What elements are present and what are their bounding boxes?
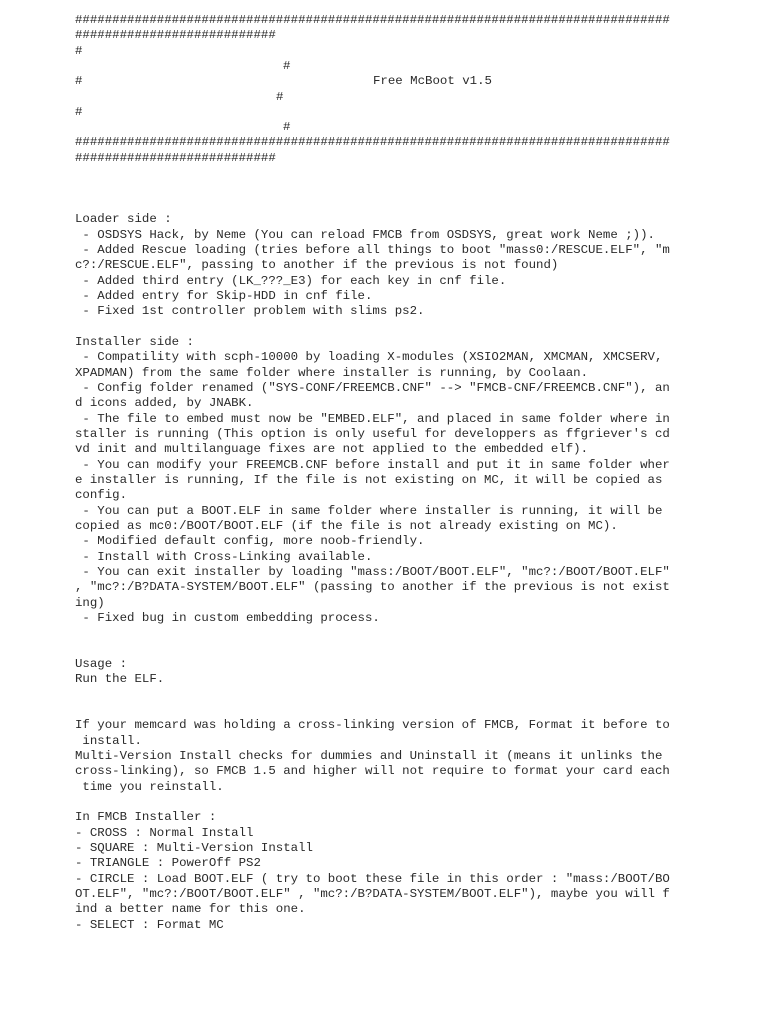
text-line: Run the ELF. <box>75 672 165 686</box>
header-hash: # <box>75 105 83 119</box>
text-line: - Added Rescue loading (tries before all things to boot "mass0:/RESCUE.ELF", "m <box>75 243 670 257</box>
header-hash: # <box>276 90 284 104</box>
text-line: XPADMAN) from the same folder where installer is running, by Coolaan. <box>75 366 589 380</box>
text-line: - You can put a BOOT.ELF in same folder where installer is running, it will be <box>75 504 663 518</box>
text-line: - SELECT : Format MC <box>75 918 224 932</box>
text-line: - TRIANGLE : PowerOff PS2 <box>75 856 261 870</box>
text-line: config. <box>75 488 128 502</box>
text-line: , "mc?:/B?DATA-SYSTEM/BOOT.ELF" (passing to another if the previous is not exist <box>75 580 670 594</box>
text-line: - Modified default config, more noob-friendly. <box>75 534 425 548</box>
text-line: - OSDSYS Hack, by Neme (You can reload FMCB from OSDSYS, great work Neme ;)). <box>75 228 655 242</box>
text-line: staller is running (This option is only useful for developpers as ffgriever's cd <box>75 427 670 441</box>
text-line: - CROSS : Normal Install <box>75 826 254 840</box>
text-line: d icons added, by JNABK. <box>75 396 254 410</box>
header-hash: # <box>283 120 291 134</box>
text-line: - You can exit installer by loading "mass:/BOOT/BOOT.ELF", "mc?:/BOOT/BOOT.ELF" <box>75 565 670 579</box>
text-line: e installer is running, If the file is not existing on MC, it will be copied as <box>75 473 663 487</box>
text-line: copied as mc0:/BOOT/BOOT.ELF (if the file is not already existing on MC). <box>75 519 618 533</box>
header-border-top: ################################################################################ <box>75 13 670 27</box>
document-title: Free McBoot v1.5 <box>373 74 492 88</box>
text-line: - The file to embed must now be "EMBED.ELF", and placed in same folder where in <box>75 412 670 426</box>
text-line: - Fixed bug in custom embedding process. <box>75 611 380 625</box>
text-line: - Fixed 1st controller problem with slims ps2. <box>75 304 425 318</box>
text-line: - Added entry for Skip-HDD in cnf file. <box>75 289 373 303</box>
text-line: time you reinstall. <box>75 780 224 794</box>
section-heading-fmcb-installer: In FMCB Installer : <box>75 810 217 824</box>
text-line: - You can modify your FREEMCB.CNF before install and put it in same folder wher <box>75 458 670 472</box>
text-line: - CIRCLE : Load BOOT.ELF ( try to boot these file in this order : "mass:/BOOT/BO <box>75 872 670 886</box>
section-heading-usage: Usage : <box>75 657 128 671</box>
text-line: If your memcard was holding a cross-linking version of FMCB, Format it before to <box>75 718 670 732</box>
text-line: - SQUARE : Multi-Version Install <box>75 841 313 855</box>
text-line: - Compatility with scph-10000 by loading X-modules (XSIO2MAN, XMCMAN, XMCSERV, <box>75 350 663 364</box>
text-line: c?:/RESCUE.ELF", passing to another if the previous is not found) <box>75 258 559 272</box>
header-hash: # <box>75 44 83 58</box>
header-border-bottom-wrap: ########################### <box>75 151 276 165</box>
section-heading-loader: Loader side : <box>75 212 172 226</box>
text-line: OT.ELF", "mc?:/BOOT/BOOT.ELF" , "mc?:/B?DATA-SYSTEM/BOOT.ELF"), maybe you will f <box>75 887 670 901</box>
header-hash: # <box>75 74 83 88</box>
section-heading-installer: Installer side : <box>75 335 194 349</box>
text-line: - Added third entry (LK_???_E3) for each key in cnf file. <box>75 274 507 288</box>
text-line: - Install with Cross-Linking available. <box>75 550 373 564</box>
header-border-bottom: ################################################################################ <box>75 135 670 149</box>
text-line: install. <box>75 734 142 748</box>
text-line: - Config folder renamed ("SYS-CONF/FREEMCB.CNF" --> "FMCB-CNF/FREEMCB.CNF"), an <box>75 381 670 395</box>
text-line: vd init and multilanguage fixes are not applied to the embedded elf). <box>75 442 589 456</box>
header-border-top-wrap: ########################### <box>75 28 276 42</box>
text-line: ind a better name for this one. <box>75 902 306 916</box>
text-line: ing) <box>75 596 105 610</box>
header-hash: # <box>283 59 291 73</box>
text-line: Multi-Version Install checks for dummies and Uninstall it (means it unlinks the <box>75 749 663 763</box>
text-line: cross-linking), so FMCB 1.5 and higher will not require to format your card each <box>75 764 670 778</box>
